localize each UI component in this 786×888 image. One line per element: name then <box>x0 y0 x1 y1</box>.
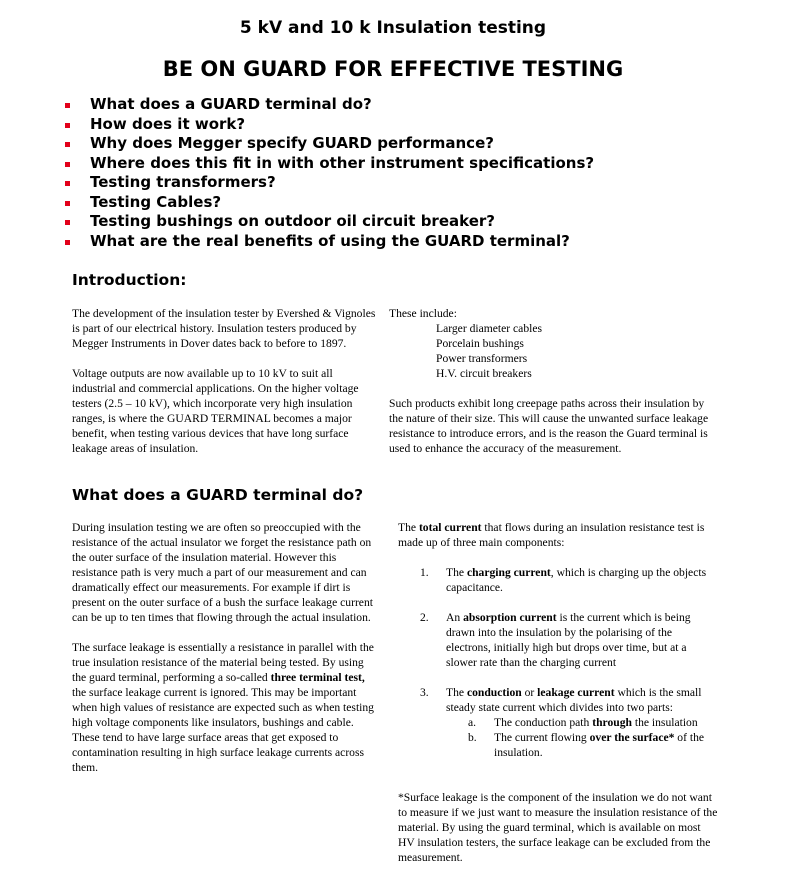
list-item: Testing Cables? <box>62 193 594 213</box>
introduction-right-column <box>389 306 719 471</box>
page-title: BE ON GUARD FOR EFFECTIVE TESTING <box>162 57 624 81</box>
list-item: H.V. circuit breakers <box>436 367 532 380</box>
paragraph: The development of the insulation tester by Evershed & Vignoles is part of our electrical history. Insulation testers produced by Megger Instruments in Dover dates back to before to 1897. <box>72 307 376 350</box>
red-square-bullet-icon <box>65 142 70 147</box>
lettered-item: a. The conduction path through the insulation <box>468 716 698 729</box>
guard-left-column <box>72 520 377 790</box>
red-square-bullet-icon <box>65 162 70 167</box>
paragraph: During insulation testing we are often so preoccupied with the resistance of the actual insulator we forget the resistance path on the outer surface of the insulation material. However this resistance path is very much a part of our measurement and can dramatically effect our measurements. For example if dirt is present on the outer surface of a bush the surface leakage current can be up to ten times that flowing through the actual insulation. <box>72 521 373 624</box>
numbered-item: 2. An absorption current is the current which is being drawn into the insulation by the polarising of the electrons, initially high but drops over time, but at a slower rate than the charging current <box>420 611 691 669</box>
page-subtitle: 5 kV and 10 k Insulation testing <box>239 18 547 38</box>
paragraph: The surface leakage is essentially a resistance in parallel with the true insulation resistance of the material being tested. By using the guard terminal, performing a so-called three terminal test, the surface leakage current is ignored. This may be important when high values of resistance are expected such as when testing high voltage components like insulators, bushings and cable. These tend to have large surface areas that get exposed to contamination resulting in high surface leakage currents across them. <box>72 641 374 774</box>
list-item: Porcelain bushings <box>436 337 524 350</box>
red-square-bullet-icon <box>65 220 70 225</box>
red-square-bullet-icon <box>65 103 70 108</box>
list-item: Testing bushings on outdoor oil circuit breaker? <box>62 212 594 232</box>
introduction-heading: Introduction: <box>72 271 187 289</box>
footnote: *Surface leakage is the component of the insulation we do not want to measure if we just want to measure the insulation resistance of the material. By using the guard terminal, which is available on most HV insulation testers, the surface leakage can be excluded from the measurement. <box>398 791 718 864</box>
list-lead: These include: <box>389 307 457 320</box>
paragraph: Voltage outputs are now available up to 10 kV to suit all industrial and commercial applications. On the higher voltage testers (2.5 – 10 kV), which incorporate very high insulation ranges, is where the GUARD TERMINAL becomes a major benefit, when testing various devices that have long surface leakage areas of insulation. <box>72 367 359 455</box>
list-item: What does a GUARD terminal do? <box>62 95 594 115</box>
list-item: Larger diameter cables <box>436 322 543 335</box>
paragraph: Such products exhibit long creepage paths across their insulation by the nature of their size. This will cause the unwanted surface leakage resistance to introduce errors, and is the reason the Guard terminal is used to enhance the accuracy of the measurement. <box>389 397 709 455</box>
red-square-bullet-icon <box>65 123 70 128</box>
list-item: Where does this fit in with other instrument specifications? <box>62 154 594 174</box>
question-list <box>62 95 594 251</box>
paragraph: The total current that flows during an insulation resistance test is made up of three main components: <box>398 521 705 549</box>
list-item: Why does Megger specify GUARD performance? <box>62 134 594 154</box>
numbered-item: 1. The charging current, which is charging up the objects capacitance. <box>420 566 707 594</box>
list-item: What are the real benefits of using the GUARD terminal? <box>62 232 594 252</box>
red-square-bullet-icon <box>65 181 70 186</box>
lettered-item: b. The current flowing over the surface* of the insulation. <box>468 731 705 759</box>
list-item: Testing transformers? <box>62 173 594 193</box>
guard-heading: What does a GUARD terminal do? <box>72 486 364 504</box>
red-square-bullet-icon <box>65 201 70 206</box>
product-list <box>389 321 719 381</box>
list-item: How does it work? <box>62 115 594 135</box>
numbered-item: 3. The conduction or leakage current which is the small steady state current which divides into two parts: <box>420 686 702 714</box>
list-item: Power transformers <box>436 352 528 365</box>
red-square-bullet-icon <box>65 240 70 245</box>
guard-right-column <box>398 520 718 880</box>
introduction-left-column <box>72 306 377 471</box>
